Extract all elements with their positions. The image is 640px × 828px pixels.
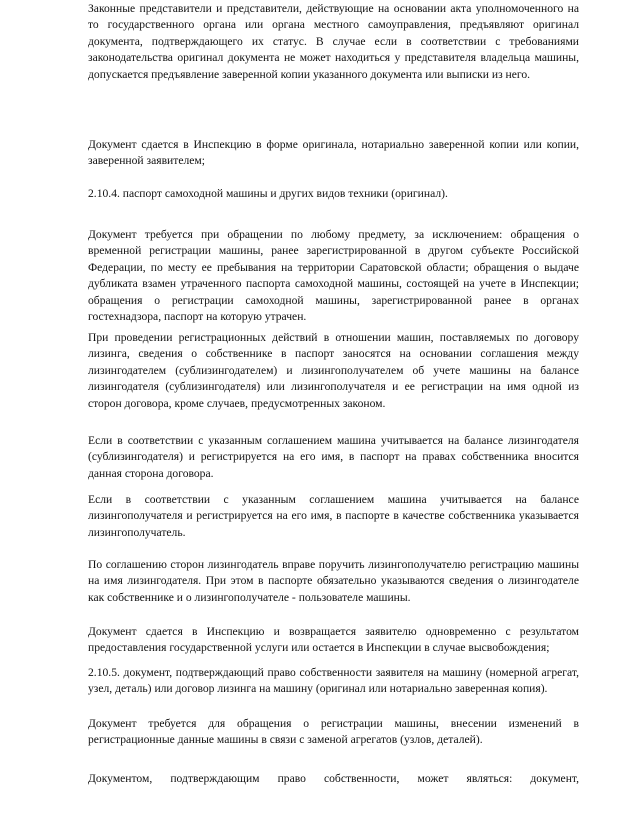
paragraph-registration-required: Документ требуется для обращения о регистрации машины, внесении изменений в регистрационные данные машины в связи с заменой агрегатов (узлов, деталей). <box>88 717 579 747</box>
paragraph-lessee-balance: Если в соответствии с указанным соглашением машина учитывается на балансе лизингополучателя и регистрируется на его имя, в паспорте в качестве собственника указывается лизингополучатель. <box>88 493 579 539</box>
paragraph-document-submission: Документ сдается в Инспекцию в форме оригинала, нотариально заверенной копии или копии, заверенной заявителем; <box>88 138 579 168</box>
paragraph-leasing: При проведении регистрационных действий в отношении машин, поставляемых по договору лизинга, сведения о собственнике в паспорт заносятся на основании соглашения между лизингодателем (сублизингодателем) и лизингополучателем об учете машины на балансе лизингодателя (сублизингодателя) или лизингополучателя и ее регистрации на имя одной из сторон договора, кроме случаев, предусмотренных законом. <box>88 331 579 410</box>
paragraph-representatives: Законные представители и представители, действующие на основании акта уполномоченного на то государственного органа или органа местного самоуправления, предъявляют оригинал документа, подтверждающего их статус. В случае если в соответствии с требованиями законодательства оригинал документа не может находиться у представителя владельца машины, допускается предъявление заверенной копии указанного документа или выписки из него. <box>88 2 579 81</box>
paragraph-ownership-document: Документом, подтверждающим право собственности, может являться: документ, <box>88 772 579 785</box>
paragraph-document-returned: Документ сдается в Инспекцию и возвращается заявителю одновременно с результатом предоставления государственной услуги или остается в Инспекции в случае высвобождения; <box>88 625 579 655</box>
paragraph-document-required: Документ требуется при обращении по любому предмету, за исключением: обращения о временной регистрации машины, ранее зарегистрированной в другом субъекте Российской Федерации, по месту ее пребывания на территории Саратовской области; обращения о выдаче дубликата взамен утраченного паспорта самоходной машины, состоящей на учете в Инспекции; обращения о регистрации самоходной машины, зарегистрированной ранее в органах гостехнадзора, паспорт на которую утрачен. <box>88 228 579 324</box>
paragraph-2-10-5: 2.10.5. документ, подтверждающий право собственности заявителя на машину (номерной агрегат, узел, деталь) или договор лизинга на машину (оригинал или нотариально заверенная копия). <box>88 666 579 696</box>
paragraph-2-10-4: 2.10.4. паспорт самоходной машины и других видов техники (оригинал). <box>88 187 448 200</box>
paragraph-lessor-balance: Если в соответствии с указанным соглашением машина учитывается на балансе лизингодателя (сублизингодателя) и регистрируется на его имя, в паспорт на правах собственника вносится данная сторона договора. <box>88 434 579 480</box>
paragraph-parties-agreement: По соглашению сторон лизингодатель вправе поручить лизингополучателю регистрацию машины на имя лизингодателя. При этом в паспорте обязательно указываются сведения о лизингодателе как собственнике и о лизингополучателе - пользователе машины. <box>88 558 579 604</box>
